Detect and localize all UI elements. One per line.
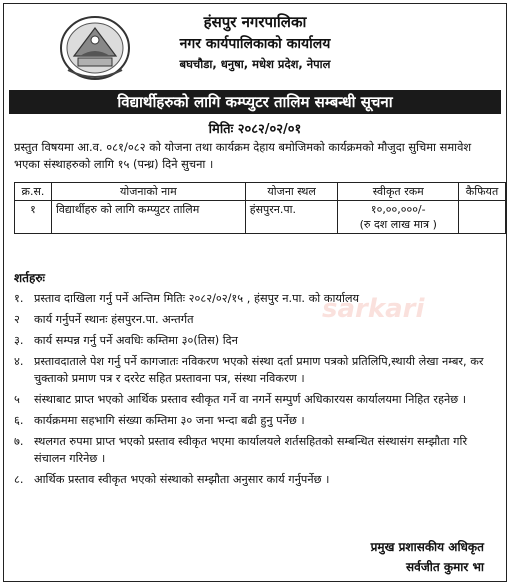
term-item [14, 290, 492, 307]
term-item [14, 391, 492, 408]
term-number: ५ [14, 393, 20, 406]
signatory-title: प्रमुख प्रशासकीय अधिकृत [370, 540, 484, 554]
col-header-remarks: कैफियत [459, 183, 506, 201]
term-number: ८. [14, 473, 24, 486]
term-text: प्रस्तावदाताले पेश गर्नु पर्ने कागजातः नविकरण भएको संस्था दर्ता प्रमाण पत्रको प्रतिलिपि,स्थायी लेखा नम्बर, कर चुक्ताको प्रमाण पत्र र दररेट सहित प्रस्तावना पत्र, संस्था नविकरण । [34, 355, 484, 385]
term-text: कार्य सम्पन्न गर्नु पर्ने अवधिः कम्तिमा ३०(तिस) दिन [34, 334, 238, 347]
table-row [15, 201, 506, 234]
term-text: स्थलगत रुपमा प्राप्त भएको प्रस्ताव स्वीकृत भएमा कार्यालयले शर्तसहितको सम्बन्धित संस्थासंग सम्झौता गरि संचालन गरिनेछ । [34, 435, 468, 465]
amount-words: (रु दश लाख मात्र ) [359, 218, 437, 231]
term-number: ७. [14, 435, 24, 448]
office-address: बघचौडा, धनुषा, मधेश प्रदेश, नेपाल [179, 57, 331, 71]
municipality-name: हंसपुर नगरपालिका [203, 13, 307, 31]
term-text: कार्य गर्नुपर्ने स्थानः हंसपुरन.पा. अन्तर्गत [34, 313, 194, 326]
col-header-name: योजनाको नाम [51, 183, 245, 201]
program-table [14, 182, 506, 234]
term-number: १. [14, 292, 24, 305]
term-text: कार्यक्रममा सहभागि संख्या कम्तिमा ३० जना भन्दा बढी हुनु पर्नेछ । [34, 414, 305, 427]
amount-figure: १०,००,०००/- [370, 203, 426, 216]
terms-list [14, 290, 492, 492]
signatory-name: सर्वजीत कुमार भा [406, 560, 484, 574]
term-number: २ [14, 313, 20, 326]
terms-heading: शर्तहरुः [14, 271, 45, 285]
intro-paragraph: प्रस्तुत विषयमा आ.व. ०८१/०८२ को योजना तथा कार्यक्रम देहाय बमोजिमको कार्यक्रमको मौजुदा सुचिमा समावेश भएका संस्थाहरुको लागि १५ (पन्ध्र) दिने सुचना । [14, 140, 472, 171]
term-item [14, 433, 492, 467]
col-header-amount: स्वीकृत रकम [338, 183, 459, 201]
term-text: संस्थाबाट प्राप्त भएको आर्थिक प्रस्ताव स्वीकृत गर्ने वा नगर्ने सम्पुर्ण अधिकारयस कार्यालयमा निहित रहनेछ । [34, 393, 467, 406]
term-number: ४. [14, 355, 24, 368]
cell-remarks [459, 201, 506, 234]
watermark: sarkari [322, 294, 425, 324]
cell-place: हंसपुरन.पा. [245, 201, 338, 234]
notice-page [3, 3, 507, 582]
term-item [14, 471, 492, 488]
cell-amount [338, 201, 459, 234]
cell-sn: १ [15, 201, 52, 234]
notice-title: विद्यार्थीहरुको लागि कम्प्युटर तालिम सम्बन्धी सूचना [9, 90, 501, 114]
term-text: आर्थिक प्रस्ताव स्वीकृत भएको संस्थाको सम्झौता अनुसार कार्य गर्नुपर्नेछ । [34, 473, 330, 486]
term-number: ६. [14, 414, 24, 427]
col-header-place: योजना स्थल [245, 183, 338, 201]
term-text: प्रस्ताव दाखिला गर्नु पर्ने अन्तिम मितिः २०८२/०२/१५ , हंसपुर न.पा. को कार्यालय [34, 292, 360, 305]
office-name: नगर कार्यपालिकाको कार्यालय [179, 36, 331, 52]
term-item [14, 412, 492, 429]
term-item [14, 311, 492, 328]
term-number: ३. [14, 334, 24, 347]
cell-name: विद्यार्थीहरु को लागि कम्प्युटर तालिम [51, 201, 245, 234]
term-item [14, 332, 492, 349]
notice-date: मितिः २०८२/०२/०१ [208, 122, 302, 137]
term-item [14, 353, 492, 387]
table-header-row [15, 183, 506, 201]
col-header-sn: क्र.स. [15, 183, 52, 201]
